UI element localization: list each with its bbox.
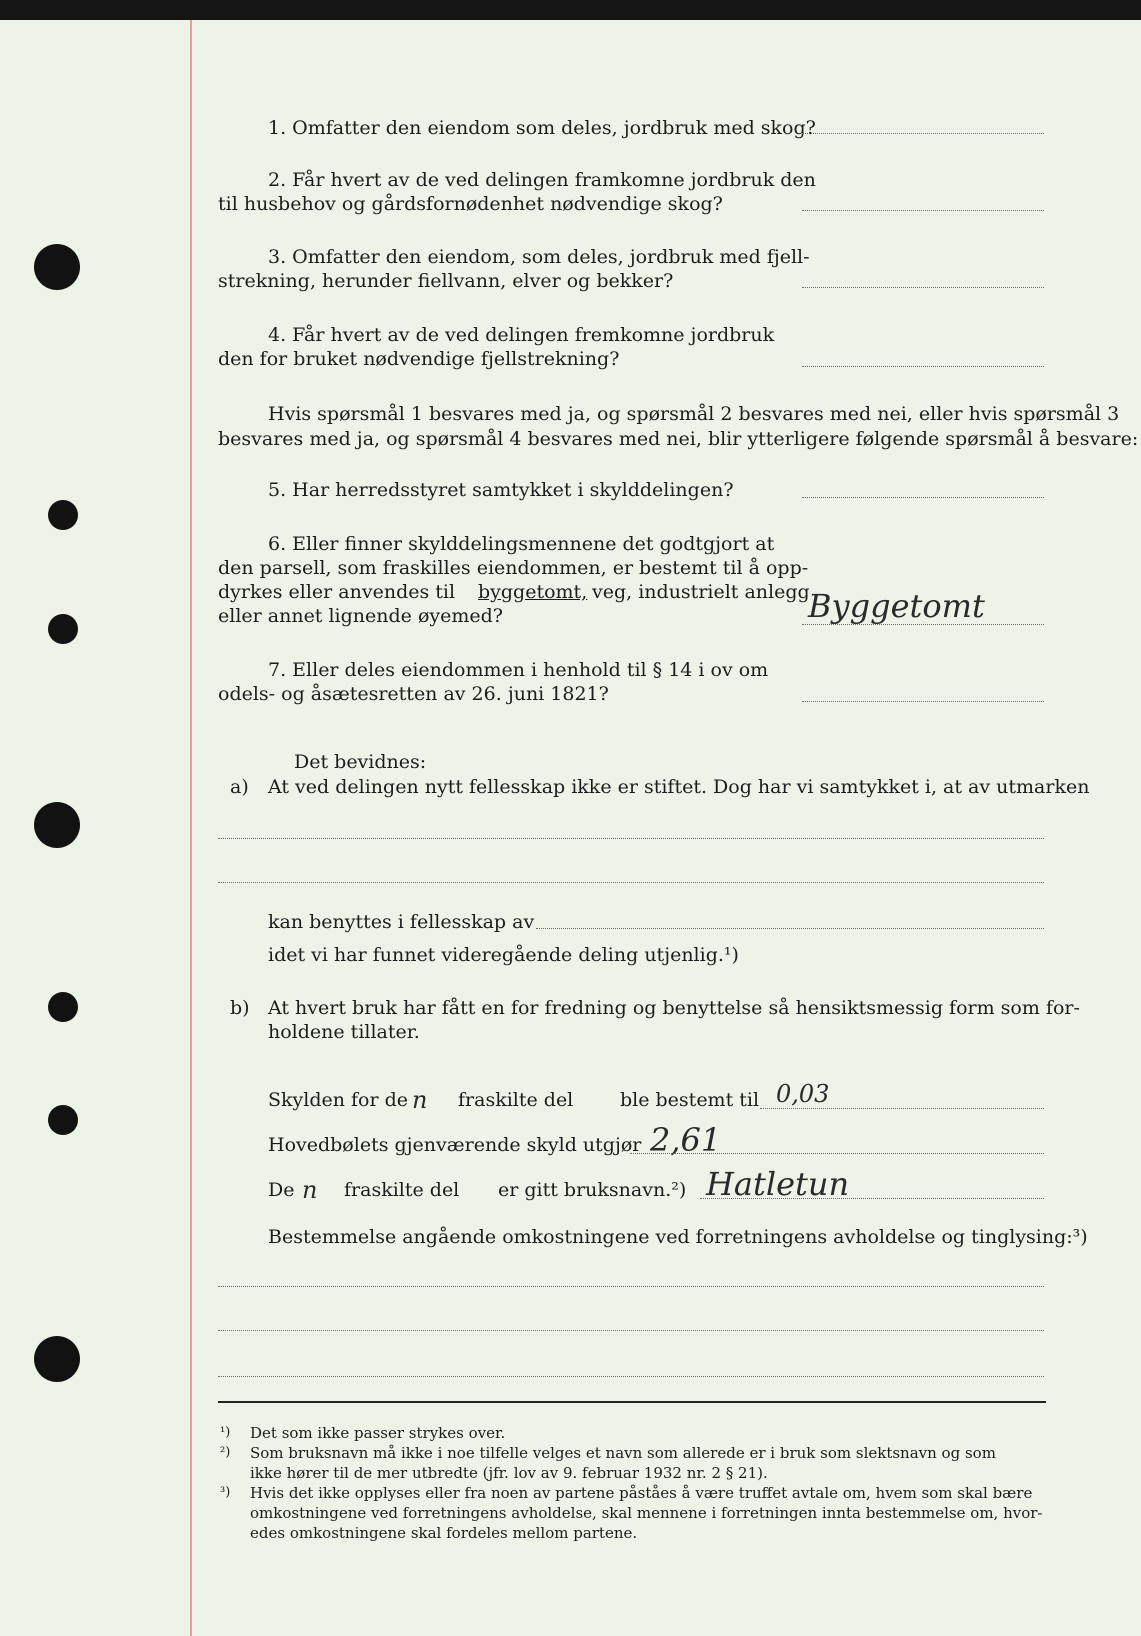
footnote-1: Det som ikke passer strykes over. [250,1424,506,1442]
scan-top-border [0,0,1141,20]
attest-a-shared: kan benyttes i fellesskap av [268,911,535,933]
question-2-line-1: 2. Får hvert av de ved delingen framkomne jordbruk den [268,169,816,191]
attest-a-text: At ved delingen nytt fellesskap ikke er stiftet. Dog har vi samtykket i, at av utmarken [268,776,1090,798]
footnote-separator [218,1401,1046,1403]
answer-line-1[interactable] [802,133,1044,134]
question-7-line-2: odels- og åsætesretten av 26. juni 1821? [218,683,609,705]
attest-b-line-1: At hvert bruk har fått en for fredning og benyttelse så hensiktsmessig form som for- [268,997,1080,1019]
question-6-line-1: 6. Eller finner skylddelingsmennene det godtgjort at [268,533,775,555]
bestemmelse-line-2[interactable] [218,1330,1044,1331]
navn-label-c: er gitt bruksnavn.²) [498,1179,687,1201]
bestemmelse-label: Bestemmelse angående omkostningene ved forretningens avholdelse og tinglysing:³) [268,1226,1088,1248]
skyld-handwritten-n: n [412,1086,428,1114]
bruksnavn-line[interactable] [700,1198,1044,1199]
punch-hole [48,500,78,530]
hoved-label: Hovedbølets gjenværende skyld utgjør [268,1134,642,1156]
answer-line-3[interactable] [802,287,1044,288]
attest-b-line-2: holdene tillater. [268,1021,420,1043]
attest-heading: Det bevidnes: [294,751,427,773]
question-3-line-1: 3. Omfatter den eiendom, som deles, jordbruk med fjell- [268,246,810,268]
question-7-line-1: 7. Eller deles eiendommen i henhold til § 14 i ov om [268,659,769,681]
skyld-label-a: Skylden for de [268,1089,409,1111]
skyld-label-b: fraskilte del [458,1089,574,1111]
navn-label-b: fraskilte del [344,1179,460,1201]
condition-line-1: Hvis spørsmål 1 besvares med ja, og spørsmål 2 besvares med nei, eller hvis spørsmål 3 [268,403,1120,425]
answer-line-6[interactable] [802,624,1044,625]
question-6-line-3c: veg, industrielt anlegg [592,581,810,603]
question-6-line-3a: dyrkes eller anvendes til [218,581,456,603]
bestemmelse-line-1[interactable] [218,1286,1044,1287]
hoved-line[interactable] [630,1153,1044,1154]
footnote-3-marker: ³) [220,1485,231,1500]
punch-hole [34,1336,80,1382]
margin-line [190,20,192,1636]
footnote-3-line-2: omkostningene ved forretningens avholdelse, skal mennene i forretningen innta bestemmelse om, hvor- [250,1504,1043,1522]
skyld-label-c: ble bestemt til [620,1089,760,1111]
attest-b-marker: b) [230,997,250,1019]
question-5: 5. Har herredsstyret samtykket i skylddelingen? [268,479,734,501]
question-1: 1. Omfatter den eiendom som deles, jordbruk med skog? [268,117,816,139]
condition-line-2: besvares med ja, og spørsmål 4 besvares med nei, blir ytterligere følgende spørsmål å besvare: [218,428,1139,450]
punch-hole [34,244,80,290]
question-2-line-2: til husbehov og gårdsfornødenhet nødvendige skog? [218,193,723,215]
question-4-line-2: den for bruket nødvendige fjellstrekning? [218,348,620,370]
skyld-value: 0,03 [776,1080,830,1108]
navn-label-a: De [268,1179,295,1201]
utmark-line-1[interactable] [218,838,1044,839]
answer-line-7[interactable] [802,701,1044,702]
question-6-line-4: eller annet lignende øyemed? [218,605,503,627]
handwritten-answer-6: Byggetomt [808,587,985,625]
answer-line-2[interactable] [802,210,1044,211]
answer-line-4[interactable] [802,366,1044,367]
shared-with-line[interactable] [536,928,1044,929]
answer-line-5[interactable] [802,497,1044,498]
skyld-line[interactable] [760,1108,1044,1109]
hoved-value: 2,61 [650,1121,722,1159]
footnote-2-marker: ²) [220,1445,231,1460]
footnote-1-marker: ¹) [220,1425,231,1440]
question-4-line-1: 4. Får hvert av de ved delingen fremkomne jordbruk [268,324,775,346]
punch-hole [48,992,78,1022]
bestemmelse-line-3[interactable] [218,1376,1044,1377]
question-6-line-3b: byggetomt, [478,581,588,603]
navn-handwritten-n: n [302,1176,318,1204]
attest-a-shared-2: idet vi har funnet videregående deling utjenlig.¹) [268,944,739,966]
question-6-line-2: den parsell, som fraskilles eiendommen, er bestemt til å opp- [218,557,809,579]
utmark-line-2[interactable] [218,882,1044,883]
bruksnavn-value: Hatletun [706,1165,850,1203]
punch-hole [48,1105,78,1135]
footnote-2-line-1: Som bruksnavn må ikke i noe tilfelle velges et navn som allerede er i bruk som slektsnavn og som [250,1444,996,1462]
attest-a-marker: a) [230,776,249,798]
footnote-3-line-1: Hvis det ikke opplyses eller fra noen av partene påståes å være truffet avtale om, hvem som skal bære [250,1484,1033,1502]
question-3-line-2: strekning, herunder fiellvann, elver og bekker? [218,270,674,292]
punch-hole [34,802,80,848]
footnote-3-line-3: edes omkostningene skal fordeles mellom partene. [250,1524,638,1542]
footnote-2-line-2: ikke hører til de mer utbredte (jfr. lov av 9. februar 1932 nr. 2 § 21). [250,1464,768,1482]
punch-hole [48,614,78,644]
